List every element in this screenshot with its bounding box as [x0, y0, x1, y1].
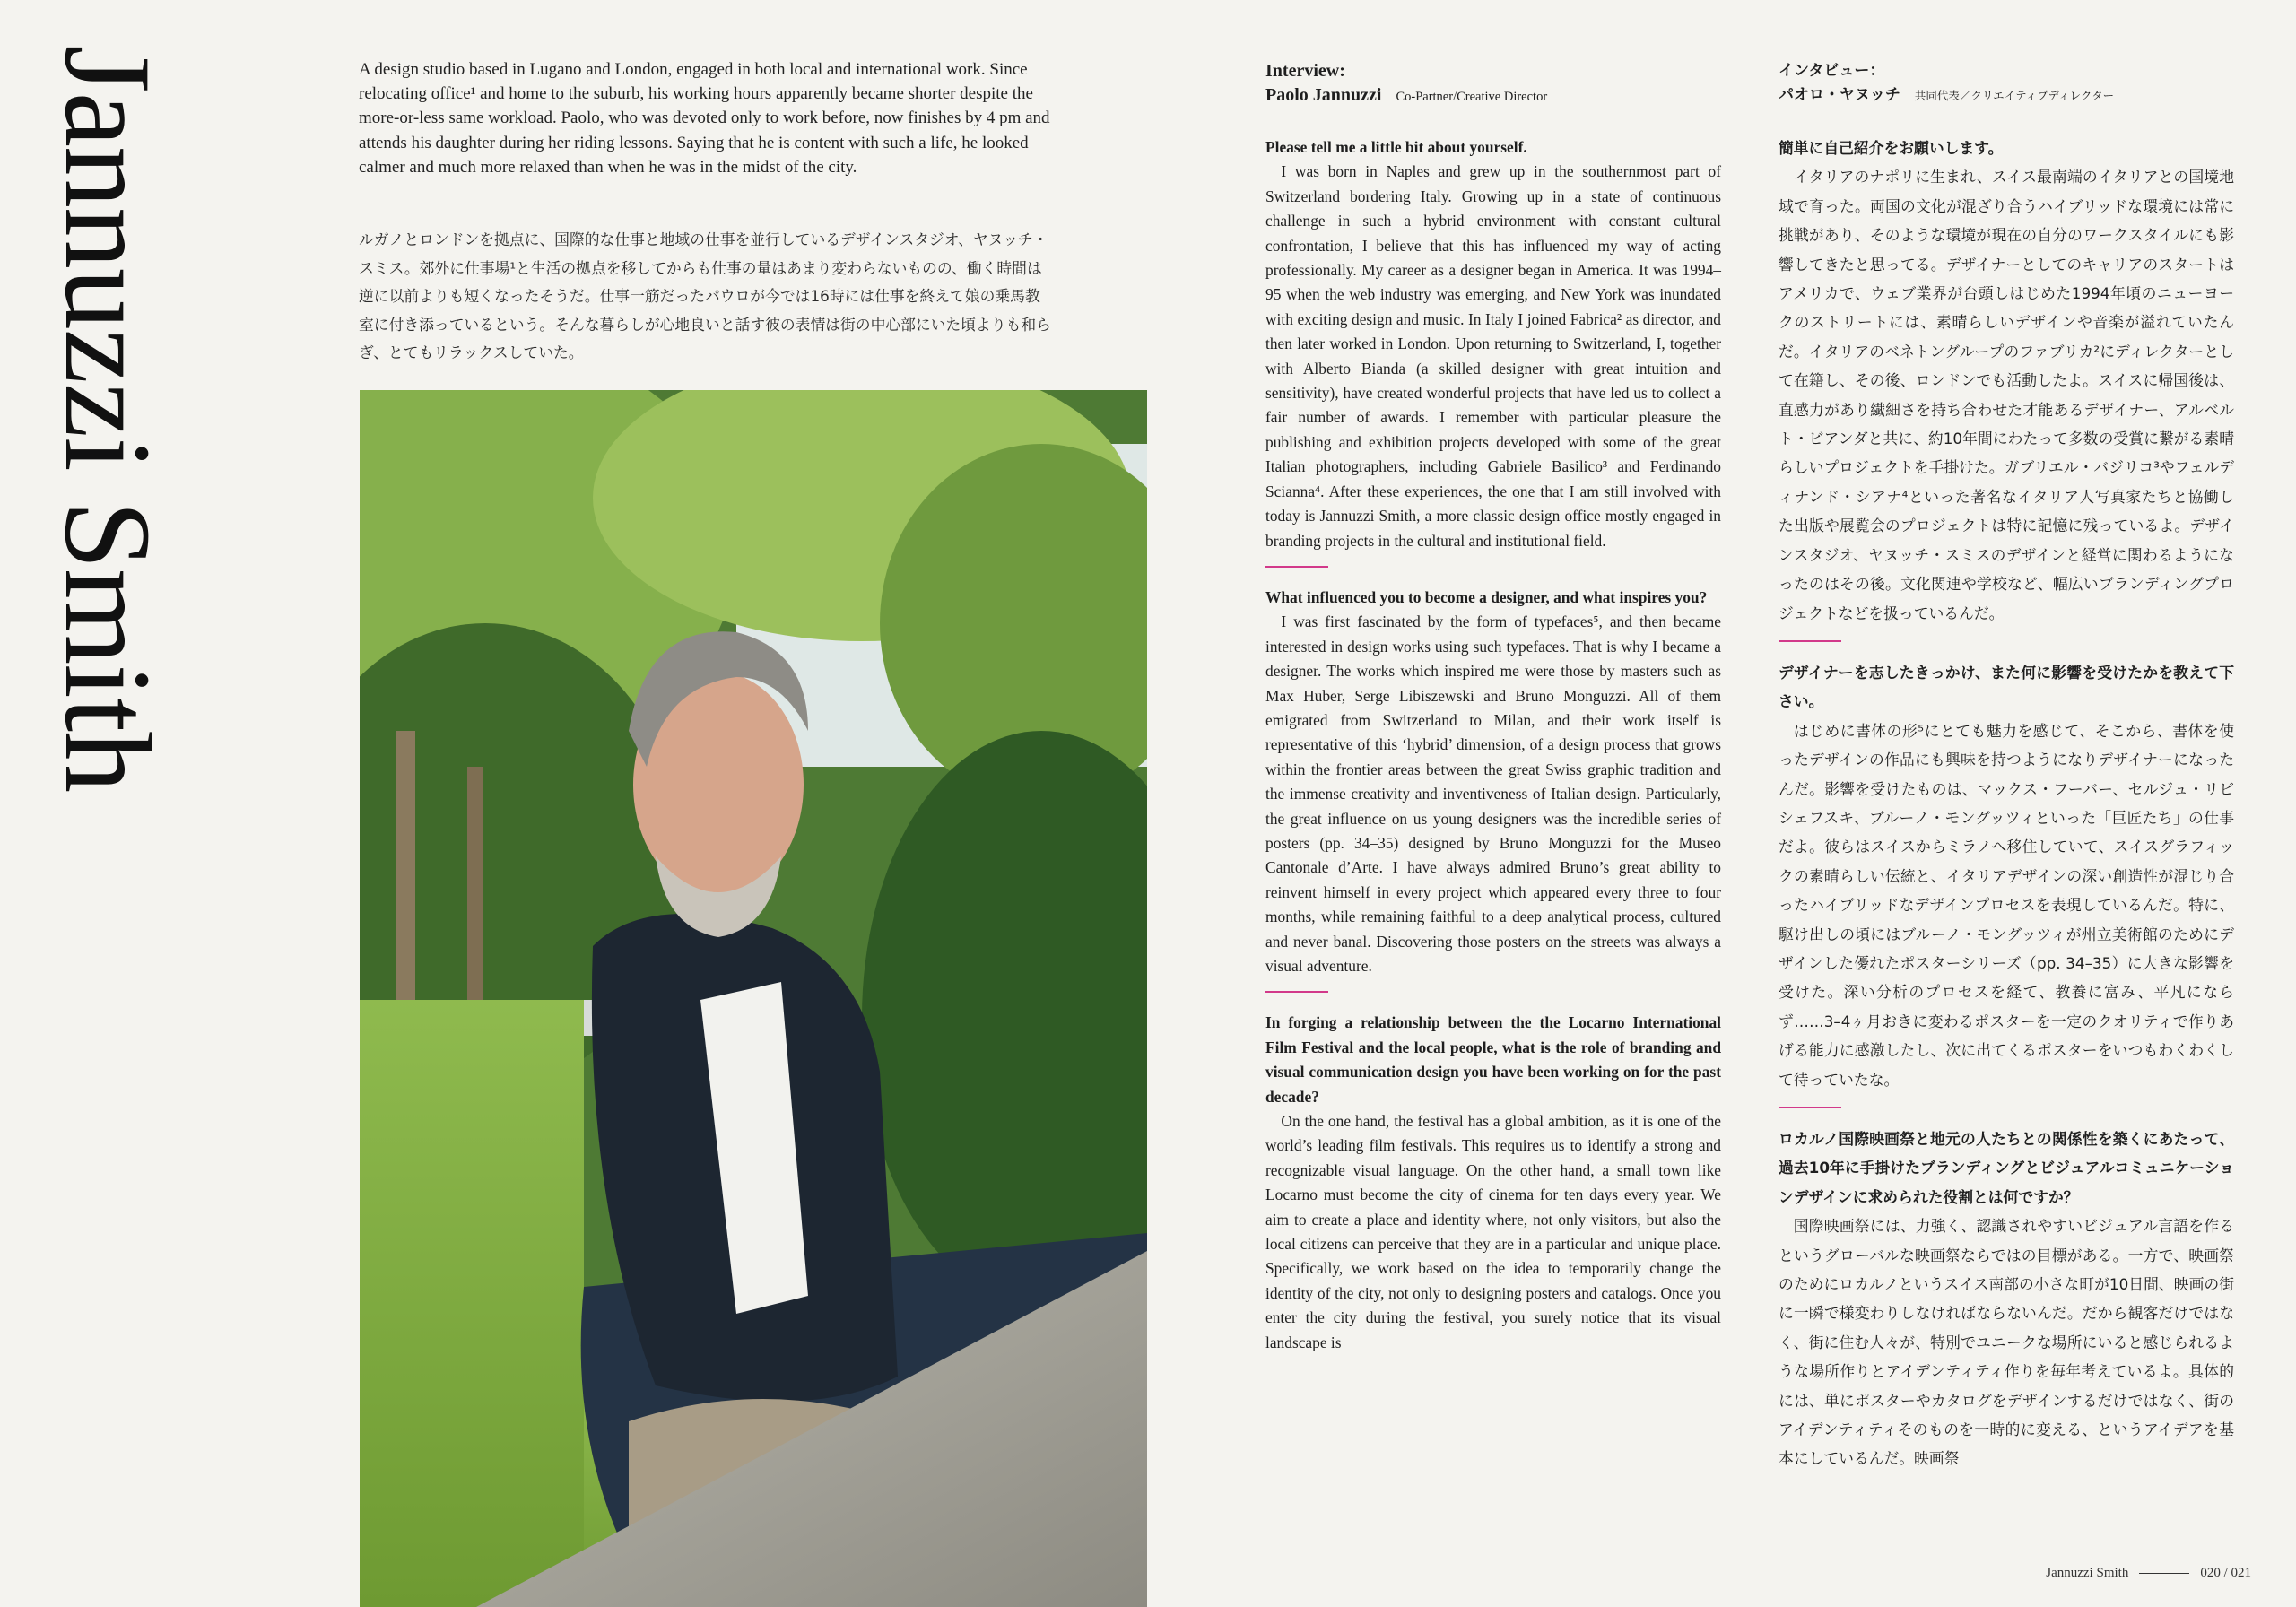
intro-japanese: ルガノとロンドンを拠点に、国際的な仕事と地域の仕事を並行しているデザインスタジオ、ヤヌッチ・スミス。郊外に仕事場¹と生活の拠点を移してからも仕事の量はあまり変わらないものの、働く時間は逆に以前よりも短くなったそうだ。仕事一筋だったパウロが今では16時には仕事を終えて娘の乗馬教室に付き添っているという。そんな暮らしが心地良いと話す彼の表情は街の中心部にいた頃よりも和らぎ、とてもリラックスしていた。 [359, 230, 1051, 361]
answer-1-ja: イタリアのナポリに生まれ、スイス最南端のイタリアとの国境地域で育った。両国の文化が混ざり合うハイブリッドな環境には常に挑戦があり、そのような環境が現在の自分のワークスタイルにも影響してきたと思ってる。デザイナーとしてのキャリアのスタートはアメリカで、ウェブ業界が台頭しはじめた1994年頃のニューヨークのストリートには、素晴らしいデザインや音楽が溢れていたんだ。イタリアのベネトングループのファブリカ²にディレクターとして在籍し、その後、ロンドンでも活動したよ。スイスに帰国後は、直感力があり繊細さを持ち合わせた才能あるデザイナー、アルベルト・ビアンダと共に、約10年間にわたって多数の受賞に繋がる素晴らしいプロジェクトを手掛けた。ガブリエル・バジリコ³やフェルディナンド・シアナ⁴といった著名なイタリア人写真家たちと協働した出版や展覧会のプロジェクトは特に記憶に残っているよ。デザインスタジオ、ヤヌッチ・スミスのデザインと経営に関わるようになったのはその後。文化関連や学校など、幅広いブランディングプロジェクトなどを扱っているんだ。 [1779, 168, 2234, 622]
portrait-photo [360, 390, 1147, 1607]
interviewee-name-ja: パオロ・ヤヌッチ [1779, 86, 1900, 104]
question-3: In forging a relationship between the the Locarno International Film Festival and the local people, what is the role of branding and visual communication design you have been working on for the past decade? [1265, 1013, 1721, 1106]
interviewee-role-ja: 共同代表／クリエイティブディレクター [1914, 89, 2115, 102]
interview-english-column [1265, 59, 1721, 1355]
answer-1: I was born in Naples and grew up in the southernmost part of Switzerland bordering Italy. Growing up in a state of continuous challenge in such a hybrid environment with constant cultural confrontation, I believe that this has influenced my way of acting professionally. My career as a designer began in America. It was 1994–95 when the web industry was emerging, and New York was inundated with exciting design and music. In Italy I joined Fabrica² as director, and then later worked in London. Upon returning to Switzerland, I, together with Alberto Bianda (a skilled designer with great intuition and sensitivity), have created wonderful projects that have led us to collect a fair number of awards. I remember with particular pleasure the publishing and exhibition projects developed with some of the great Italian photographers, including Gabriele Basilico³ and Ferdinando Scianna⁴. After these experiences, the one that I am still involved with today is Jannuzzi Smith, a more classic design office mostly engaged in branding projects in the cultural and institutional field. [1265, 162, 1721, 550]
vertical-title: Jannuzzi Smith [39, 45, 177, 793]
interview-label: Interview: [1265, 61, 1345, 81]
question-2: What influenced you to become a designer, and what inspires you? [1265, 587, 1708, 606]
answer-2-ja: はじめに書体の形⁵にとても魅力を感じて、そこから、書体を使ったデザインの作品にも興味を持つようになりデザイナーになったんだ。影響を受けたものは、マックス・フーバー、セルジュ・リビシェフスキ、ブルーノ・モングッツィといった「巨匠たち」の仕事だよ。彼らはスイスからミラノへ移住していて、スイスグラフィックの素晴らしい伝統と、イタリアデザインの深い創造性が混じり合ったハイブリッドなデザインプロセスを表現しているんだ。特に、駆け出しの頃にはブルーノ・モングッツィが州立美術館のためにデザインした優れたポスターシリーズ（pp. 34–35）に大きな影響を受けた。深い分析のプロセスを経て、教養に富み、平凡にならず……3–4ヶ月おきに変わるポスターを一定のクオリティで作りあげる能力に感激したし、次に出てくるポスターをいつもわくわくして待っていたな。 [1779, 721, 2234, 1089]
page-footer [2046, 1566, 2251, 1581]
question-3-ja: ロカルノ国際映画祭と地元の人たちとの関係性を築くにあたって、過去10年に手掛けたブランディングとビジュアルコミュニケーションデザインに求められた役割とは何ですか？ [1779, 1130, 2234, 1206]
accent-divider [1779, 640, 1841, 642]
accent-divider [1779, 1107, 1841, 1108]
accent-divider [1265, 991, 1328, 993]
interview-label-ja: インタビュー： [1779, 62, 1885, 80]
interview-header-ja [1779, 59, 2234, 108]
question-1-ja: 簡単に自己紹介をお願いします。 [1779, 139, 2004, 157]
interview-japanese-column [1779, 59, 2234, 1473]
interviewee-name: Paolo Jannuzzi [1265, 85, 1382, 105]
answer-3: On the one hand, the festival has a global ambition, as it is one of the world’s leading film festivals. This requires us to identify a strong and recognizable visual language. On the other hand, a small town like Locarno must become the city of cinema for ten days every year. We aim to create a place and identity where, not only visitors, but also the local citizens can perceive that they are in a particular and unique place. Specifically, we work based on the idea to temporarily change the identity of the city, not only to designing posters and catalogs. Once you enter the city during the festival, you surely notice that its visual landscape is [1265, 1112, 1721, 1351]
interviewee-role: Co-Partner/Creative Director [1396, 90, 1548, 104]
answer-3-ja: 国際映画祭には、力強く、認識されやすいビジュアル言語を作るというグローバルな映画祭ならではの目標がある。一方で、映画祭のためにロカルノというスイス南部の小さな町が10日間、映画の街に一瞬で様変わりしなければならないんだ。だから観客だけではなく、街に住む人々が、特別でユニークな場所にいると感じられるような場所作りとアイデンティティ作りを毎年考えているよ。具体的には、単にポスターやカタログをデザインするだけではなく、街のアイデンティティそのものを一時的に変える、というアイデアを基本にしているんだ。映画祭 [1779, 1217, 2234, 1468]
footer-title: Jannuzzi Smith [2046, 1566, 2129, 1580]
accent-divider [1265, 566, 1328, 568]
intro-english: A design studio based in Lugano and London, engaged in both local and international work. Since relocating office¹ and home to the suburb, his working hours apparently became shorter despite the more-or-less same workload. Paolo, who was devoted only to work before, now finishes by 4 pm and attends his daughter during her riding lessons. Saying that he is content with such a life, he looked calmer and much more relaxed than when he was in the midst of the city. [359, 60, 1050, 177]
interviewee-line-ja [1779, 83, 2234, 108]
answer-2: I was first fascinated by the form of typefaces⁵, and then became interested in design works using such typefaces. That is why I became a designer. The works which inspired me were those by masters such as Max Huber, Serge Libiszewski and Bruno Monguzzi. All of them emigrated from Switzerland to Milan, and their work itself is representative of this ‘hybrid’ dimension, of a design process that grows within the frontier areas between the great Swiss graphic tradition and the immense creativity and inventiveness of Italian design. Particularly, the great influence on us young designers was the incredible series of posters (pp. 34–35) designed by Bruno Monguzzi for the Museo Cantonale d’Arte. I have always admired Bruno’s great ability to reinvent himself in every project which appeared every three to four months, while remaining faithful to a deep analytical process, cultured and never banal. Discovering those posters on the streets was always a visual adventure. [1265, 612, 1721, 975]
interview-header-en [1265, 59, 1721, 109]
footer-rule [2139, 1573, 2189, 1574]
question-2-ja: デザイナーを志したきっかけ、また何に影響を受けたかを教えて下さい。 [1779, 663, 2234, 711]
page-numbers: 020 / 021 [2200, 1566, 2251, 1580]
interviewee-line [1265, 83, 1721, 109]
question-1: Please tell me a little bit about yourself. [1265, 138, 1527, 156]
